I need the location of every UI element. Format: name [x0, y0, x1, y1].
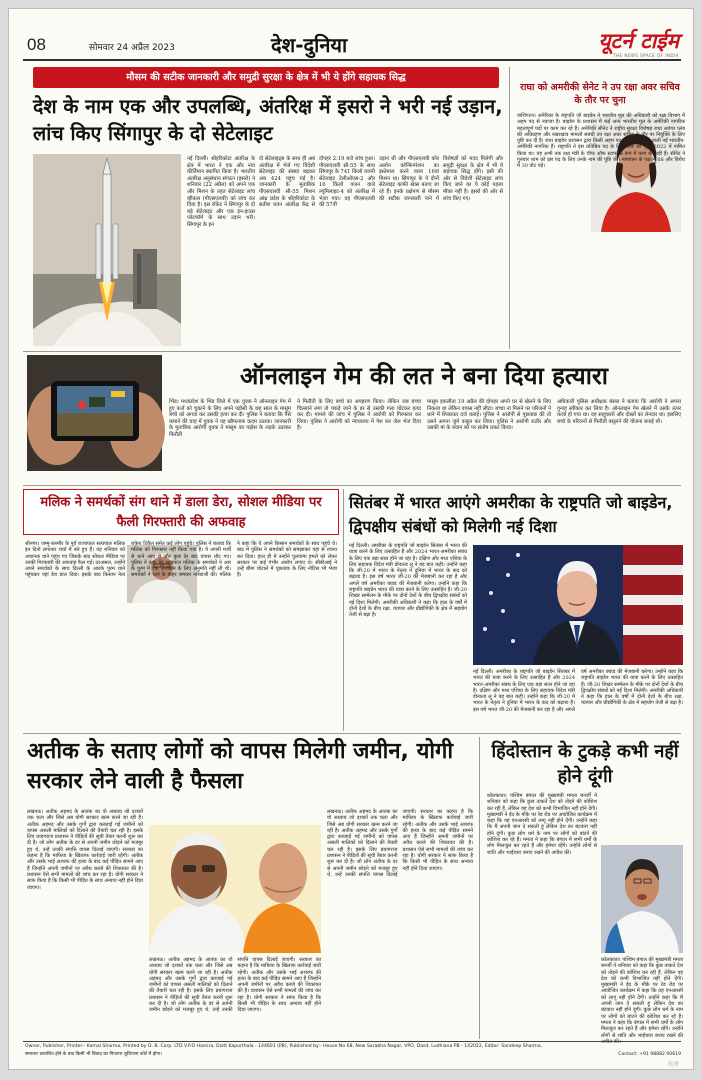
atiq-yogi-photo [149, 825, 321, 953]
story2-headline: राघा को अमरीकी सेनेट ने उप रक्षा अवर सचिव के तौर पर चुना [520, 82, 680, 106]
brand-logo [509, 27, 679, 58]
story6-body-under-image: लखनऊ। अतीक अहमद के आतंक का वो अध्याय जो दशकों तक चला और जिसे अब योगी सरकार खत्म करने जा रही है। अतीक अहमद और उसके गुर्गों द्वारा कब्जाई गई जमीनों को वापस असली मालिकों को दिलाने की तैयारी चल रही है। इसके लिए प्रयागराज प्रशासन ने पीड़ितों की सूची तैयार करनी शुरू कर दी है। जो लोग अतीक के डर से अपनी जमीन छोड़ने को मजबूर हुए थे, उन्हें उनकी संपत्ति वापस दिलाई जाएगी। सरकार का कहना है कि माफिया के खिलाफ कार्रवाई जारी रहेगी। अतीक और उसके भाई अशरफ की हत्या के बाद कई पीड़ित सामने आए हैं जिन्होंने अपनी जमीनों पर अवैध कब्जे की शिकायत की है। प्रशासन ऐसे सभी मामलों की जांच कर रहा है। योगी सरकार ने साफ किया है कि किसी भी पीड़ित के साथ अन्याय नहीं होने दिया जाएगा। [149, 957, 321, 1014]
story3-col-1: भिंड। मध्यप्रदेश के भिंड जिले में एक युवक ने ऑनलाइन गेम में हुए कर्ज को चुकाने के लिए अपने पड़ोसी के छह साल के मासूम बच्चे को अगवा कर उसकी हत्या कर दी। पुलिस ने बताया कि पैसे कमाने की चाह में युवक ने यह खौफनाक कदम उठाया। जानकारी के मुताबिक आरोपी युवक ने मासूम का पड़ोस के लड़के उठाकर फिरौती [169, 399, 291, 438]
footer-rule [23, 1041, 681, 1042]
story6-headline: अतीक के सताए लोगों को वापस मिलेगी जमीन, योगी सरकार लेने वाली है फैसला [27, 739, 454, 794]
story7-headline: हिंदोस्तान के टुकड़े कभी नहीं होने दूंगी [491, 741, 679, 787]
story2-divider [509, 67, 510, 349]
mamata-banerjee-photo [601, 845, 683, 953]
footer-imprint: Owner, Publisher, Printer:- Komal Sharma, Printed by D. B. Corp. LTD V.P.O Hamira, Distt Kapurthala - 144601 (PB), Published by:- House No 68, New Sarabha Nagar, VPO, Dasd. Ludhiana PB - 142022, Editor: Sandeep Sharma, [25, 1044, 543, 1049]
section-title: देश-दुनिया [271, 33, 348, 57]
story4-body: श्रीनगर। जम्मू-कश्मीर के पूर्व राज्यपाल सत्यपाल मलिक इन दिनों लगातार चर्चा में बने हुए हैं। वह शनिवार को अचानक थाने पहुंच गए जिसके बाद सोशल मीडिया पर उनकी गिरफ्तारी की अफवाह फैल गई। दरअसल, उन्होंने अपने समर्थकों के साथ दिल्ली के आरके पुरम थाने पहुंचकर वहां डेरा डाल दिया। इसके बाद किसान नेता राकेश टिकैत समेत कई लोग पहुंचे। पुलिस ने बताया कि मलिक को गिरफ्तार नहीं किया गया है। वे अपनी मर्जी से थाने आए थे और कुछ देर बाद वापस लौट गए। पुलिस ने कहा कि सत्यपाल मलिक के समर्थकों ने आर के पुरम में एक कार्यक्रम के लिए अनुमति नहीं ली थी। समर्थकों ने थाने के बाहर जमकर नारेबाजी की। मलिक ने कहा कि वे अपने किसान समर्थकों के साथ पहुंचे थे। बाद में पुलिस ने समर्थकों को समझाकर वहां से रवाना कर दिया। हाल ही में उन्होंने पुलवामा हमले को लेकर सरकार पर कई गंभीर आरोप लगाए थे। सीबीआई ने उन्हें बीमा घोटाले में पूछताछ के लिए नोटिस भी भेजा है। [25, 541, 337, 579]
footer-page-mark: 8/8 [667, 1060, 679, 1068]
story3-col-2: ने फिरौती के लिए बच्चे का अपहरण किया। लेकिन जब बच्चा चिल्लाने लगा तो पकड़े जाने के डर से उसकी गला घोंटकर हत्या कर दी। मामले की जांच में पुलिस ने आरोपी को गिरफ्तार कर लिया। पुलिस ने आरोपी को न्यायालय में पेश कर जेल भेज दिया है। [297, 399, 421, 432]
story7-body-under-image: कोलकाता। पश्चिम बंगाल की मुख्यमंत्री ममता बनर्जी ने शनिवार को कहा कि कुछ ताकतें देश को तोड़ने की कोशिश कर रही हैं, लेकिन वह देश को कभी विभाजित नहीं होने देंगी। मुख्यमंत्री ने ईद के मौके पर रेड रोड पर आयोजित कार्यक्रम में कहा कि वह एनआरसी को लागू नहीं होने देंगी। उन्होंने कहा कि मैं अपनी जान दे सकती हूं लेकिन देश का बंटवारा नहीं होने दूंगी। कुछ लोग धर्म के नाम पर लोगों को बांटने की कोशिश कर रहे हैं। ममता ने कहा कि बंगाल में सभी धर्मों के लोग मिलजुल कर रहते हैं और हमेशा रहेंगे। उन्होंने लोगों से शांति और भाईचारा बनाए रखने की [601, 957, 684, 1039]
newspaper-page [8, 8, 694, 1070]
story6-body-right: लखनऊ। अतीक अहमद के आतंक का वो अध्याय जो दशकों तक चला और जिसे अब योगी सरकार खत्म करने जा रही है। अतीक अहमद और उसके गुर्गों द्वारा कब्जाई गई जमीनों को वापस असली मालिकों को दिलाने की तैयारी चल रही है। इसके लिए प्रयागराज प्रशासन ने पीड़ितों की सूची तैयार करनी शुरू कर दी है। जो लोग अतीक के डर से अपनी जमीन छोड़ने को मजबूर हुए थे, उन्हें उनकी संपत्ति वापस दिलाई जाएगी। सरकार का कहना है कि माफिया के खिलाफ कार्रवाई जारी रहेगी। अतीक और उसके भाई अशरफ की हत्या के बाद कई पीड़ित सामने आए हैं जिन्होंने अपनी जमीनों पर अवैध कब्जे की शिकायत की है। प्रशासन ऐसे सभी मामलों की जांच कर रहा है। योगी सरकार ने साफ किया है कि किसी भी पीड़ित के साथ अन्याय नहीं होने दिया जाएगा। [327, 809, 473, 878]
story1-col-2: दो सेटेलाइट्स के साथ ही अब अंतरिक्ष में भेजे गए विदेशी सेटेलाइट की संख्या बढ़कर अब 424 पहुंच गई है। जानकारी के मुताबिक पीएसएलवी सी-55 मिशन आंध्र प्रदेश के श्रीहरिकोटा के सतीश धवन अंतरिक्ष केंद्र से दोपहर 2:19 बजे लांच हुआ। पीएसएलवी सी-55 के साथ सिंगापुर के 741 किलो वजनी सेटेलाइट टेलीओएस-2 और 16 किलो वजन वाले ल्यूमिलाइट-4 को अंतरिक्ष में भेजा गया। यह पीएसएलवी की 57वीं [259, 156, 375, 209]
story1-headline: देश के नाम एक और उपलब्धि, अंतरिक्ष में इसरो ने भरी नई उड़ान, लांच किए सिंगापुर के दो सेटेलाइट [33, 95, 503, 145]
story6-divider [479, 737, 480, 1039]
story1-kicker: मौसम की सटीक जानकारी और समुद्री सुरक्षा के क्षेत्र में भी ये होंगे सहायक सिद्ध [33, 67, 499, 88]
footer-contact: Contact: +91 98882 00619 [618, 1052, 681, 1057]
story5-body-top: नई दिल्ली। अमरीका के राष्ट्रपति जो बाइडेन सितंबर में भारत की यात्रा करने के लिए उत्साहित हैं और 2024 भारत-अमरीका संबंध के लिए एक बड़ा साल होने जा रहा है। दक्षिण और मध्य एशिया के लिए सहायक विदेश मंत्री डोनाल्ड लू ने यह बात कही। उन्होंने कहा कि जी-20 में भारत के नेतृत्व ने दुनिया में भारत के कद को बढ़ाया है। इस वर्ष भारत जी-20 की मेजबानी कर रहा है और अगले वर्ष अमरीका क्वाड की मेजबानी करेगा। उन्होंने कहा कि राष्ट्रपति बाइडेन भारत की यात्रा करने के लिए उत्साहित हैं। जी-20 शिखर सम्मेलन के मौके पर दोनों देशों के बीच द्विपक्षीय संबंधों को नई दिशा मिलेगी। अमरीकी अधिकारी ने कहा कि हाल के वर्षों में दोनों देशों के बीच रक्षा, व्यापार और प्रौद्योगिकी के क्षेत्र में सहयोग तेजी से बढ़ा है। [349, 543, 467, 619]
rocket-launch-image [33, 154, 181, 346]
story4-headline-box [23, 489, 339, 535]
phone-game-image [27, 355, 162, 471]
story-divider-2 [23, 485, 681, 486]
story4-headline: मलिक ने समर्थकों संग थाने में डाला डेरा, सोशल मीडिया पर फैली गिरफ्तारी की अफवाह [40, 495, 322, 530]
story4-divider [343, 489, 344, 731]
story-divider-1 [23, 351, 681, 352]
joe-biden-photo [473, 545, 683, 665]
story5-headline: सितंबर में भारत आएंगे अमरीका के राष्ट्रपति जो बाइडेन, द्विपक्षीय संबंधों को मिलेगी नई दिशा [349, 493, 673, 536]
story-divider-3 [23, 733, 681, 734]
story6-body-left: लखनऊ। अतीक अहमद के आतंक का वो अध्याय जो दशकों तक चला और जिसे अब योगी सरकार खत्म करने जा रही है। अतीक अहमद और उसके गुर्गों द्वारा कब्जाई गई जमीनों को वापस असली मालिकों को दिलाने की तैयारी चल रही है। इसके लिए प्रयागराज प्रशासन ने पीड़ितों की सूची तैयार करनी शुरू कर दी है। जो लोग अतीक के डर से अपनी जमीन छोड़ने को मजबूर हुए थे, उन्हें उनकी संपत्ति वापस दिलाई जाएगी। सरकार का कहना है कि माफिया के खिलाफ कार्रवाई जारी रहेगी। अतीक और उसके भाई अशरफ की हत्या के बाद कई पीड़ित सामने आए हैं जिन्होंने अपनी जमीनों पर अवैध कब्जे की शिकायत की है। प्रशासन ऐसे सभी मामलों की जांच कर रहा है। योगी सरकार ने साफ किया है कि किसी भी पीड़ित के साथ अन्याय नहीं होने दिया जाएगा। [27, 809, 143, 891]
story5-body-bottom: नई दिल्ली। अमरीका के राष्ट्रपति जो बाइडेन सितंबर में भारत की यात्रा करने के लिए उत्साहित हैं और 2024 भारत-अमरीका संबंध के लिए एक बड़ा साल होने जा रहा है। दक्षिण और मध्य एशिया के लिए सहायक विदेश मंत्री डोनाल्ड लू ने यह बात कही। उन्होंने कहा कि जी-20 में भारत के नेतृत्व ने दुनिया में भारत के कद को बढ़ाया है। इस वर्ष भारत जी-20 की मेजबानी कर रहा है और अगले वर्ष अमरीका क्वाड की मेजबानी करेगा। उन्होंने कहा कि राष्ट्रपति बाइडेन भारत की यात्रा करने के लिए उत्साहित हैं। जी-20 शिखर सम्मेलन के मौके पर दोनों देशों के बीच द्विपक्षीय संबंधों को नई दिशा मिलेगी। अमरीकी अधिकारी ने कहा कि हाल के वर्षों में दोनों देशों के बीच रक्षा, व्यापार और प्रौद्योगिकी के क्षेत्र में सहयोग तेजी से बढ़ा है। [473, 669, 683, 713]
story3-col-3: मासूम इकलौता 19 अप्रैल की दोपहर अपने घर से खेलने के लिए निकला था लेकिन वापस नहीं लौटा। बच्चा ना मिलने पर परिजनों ने थाने में शिकायत दर्ज कराई। पुलिस ने आरोपी से पूछताछ की तो उसने अपना जुर्म कबूल कर लिया। पुलिस ने आरोपी राठौर और उसकी मां के बयान को पर संतोष प्रकट किया। [427, 399, 551, 432]
brand-tagline: THE NEWS SPACE OF INDIA [613, 53, 679, 58]
footer-disclaimer: समाचार प्रकाशित होने के बाद किसी भी विवाद का निपटारा लुधियाना कोर्ट में होगा। [25, 1052, 162, 1057]
story3-col-4: अधिकारी पुलिस अधीक्षक बंसल ने बताया कि आरोपी ने अपना गुनाह स्वीकार कर लिया है। ऑनलाइन गेम खेलने में उसके ऊपर कर्जा हो गया था। वह साहूकारों और दोस्तों का लेनदार था। इसलिए बच्चे के परिजनों से फिरौती वसूलने की योजना बनाई थी। [557, 399, 681, 425]
masthead-rule [23, 59, 681, 61]
page-number: 08 [27, 35, 46, 54]
story7-body: कोलकाता। पश्चिम बंगाल की मुख्यमंत्री ममता बनर्जी ने शनिवार को कहा कि कुछ ताकतें देश को तोड़ने की कोशिश कर रही हैं, लेकिन वह देश को कभी विभाजित नहीं होने देंगी। मुख्यमंत्री ने ईद के मौके पर रेड रोड पर आयोजित कार्यक्रम में कहा कि वह एनआरसी को लागू नहीं होने देंगी। उन्होंने कहा कि मैं अपनी जान दे सकती हूं लेकिन देश का बंटवारा नहीं होने दूंगी। कुछ लोग धर्म के नाम पर लोगों को बांटने की कोशिश कर रहे हैं। ममता ने कहा कि बंगाल में सभी धर्मों के लोग मिलजुल कर रहते हैं और हमेशा रहेंगे। उन्होंने लोगों से शांति और भाईचारा बनाए रखने की अपील की। [487, 793, 597, 856]
story3-headline: ऑनलाइन गेम की लत ने बना दिया हत्यारा [240, 362, 608, 390]
issue-date: सोमवार 24 अप्रैल 2023 [89, 43, 175, 53]
story2-body: वाशिंगटन। अमेरिका के राष्ट्रपति जो बाइडेन ने भारतीय मूल की अधिकारी को रक्षा विभाग में अहम पद से नवाजा है। बाइडेन के प्रशासन में कई अन्य भारतीय मूल के अमेरिकी नागरिक महत्वपूर्ण पदों पर काम कर रहे हैं। अमेरिकी सीनेट ने राष्ट्रीय सुरक्षा विशेषज्ञ राधा अयंगर प्लंब की अधिग्रहण और रखरखाव मामलों संबंधी उप रक्षा अवर सचिव के तौर पर नियुक्ति के लिए पुष्टि कर दी है। राधा बाइडेन प्रशासन द्वारा किसी अहम पद पर नियुक्त होने वाली नई भारतीय-अमेरिकी नागरिक हैं। राष्ट्रपति ने इस प्रतिष्ठित पद के लिए प्लंब को जून, 2022 में नामित किया था। यह अभी तक रक्षा मंत्री के चीफ ऑफ स्टाफ के रूप में काम कर रही हैं। सीनेट ने गुरुवार शाम को इस पद के लिए उनके नाम की पुष्टि की। नामांकन के पक्ष में 68 और विरोध में 30 वोट पड़े। [517, 113, 685, 170]
brand-logo-text: यूटर्न टाईम [598, 29, 679, 53]
story1-col-1: नई दिल्ली। श्रीहरिकोटा अंतरिक्ष के क्षेत्र में भारत ने एक और नया कीर्तिमान स्थापित किया है। भारतीय अंतरिक्ष अनुसंधान संगठन (इसरो) ने शनिवार (22 अप्रैल) को अपने एक और मिशन के तहत सेटेलाइट लांच व्हीकल (पीएसएलवी) को लांच कर दिया है। इस रॉकेट ने सिंगापुर के दो बड़े सेटेलाइट और एक इन-हाउस प्लेटफॉर्म के साथ उड़ान भरी। सिंगापुर के इन [187, 156, 255, 228]
story1-col-3: उड़ान थी और पीएसएलवी कोर अलोन कॉन्फिगरेशन का इस्तेमाल करने वाला 16वां मिशन था। सिंगापुर के ये दोनों सेटेलाइट काफी खास बताए जा रहे हैं। इनके प्रक्षेपण से मौसम की सटीक जानकारी पाने में विशेषज्ञों को मदद मिलेगी और समुद्री सुरक्षा के क्षेत्र में भी ये सहायक सिद्ध होंगे। इसी की ओर से विदेशी सेटेलाइट लांच किए जाने का ये कोई पहला मौका नहीं है। इसरो की ओर से लांच किए गए। [379, 156, 503, 202]
